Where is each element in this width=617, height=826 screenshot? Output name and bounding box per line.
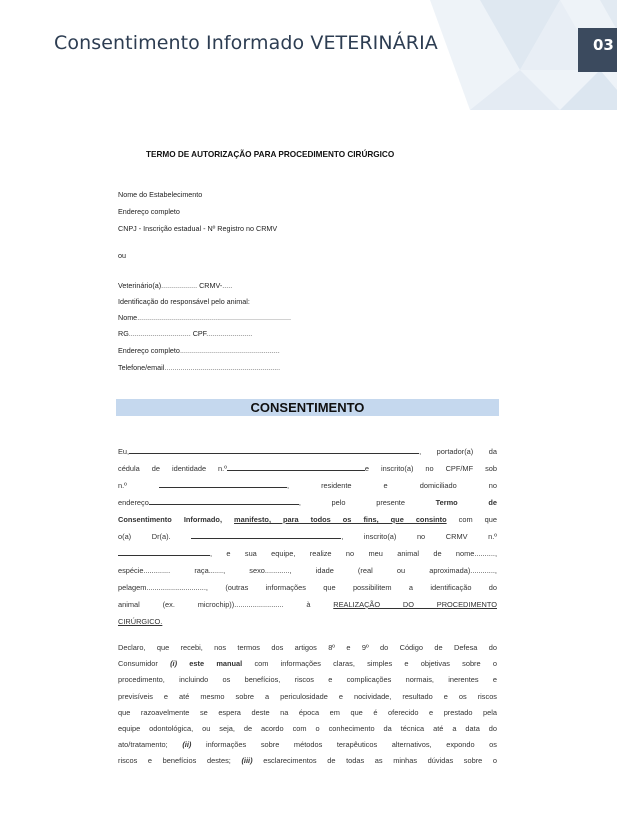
vet-dots: ..................: [161, 281, 198, 290]
rg-dots: ...............................: [128, 329, 191, 338]
consent-paragraph-2: [118, 640, 497, 770]
p2-line-2: Consumidor (i) este manual com informações claras, simples e objetivas sobre o: [118, 659, 497, 669]
name-label: Nome: [118, 313, 138, 322]
establishment-registry: CNPJ - Inscrição estadual - Nº Registro no CRMV: [118, 224, 278, 233]
rg-line: [118, 329, 252, 338]
vet-line: [118, 281, 232, 290]
p2-line-1: Declaro, que recebi, nos termos dos artigos 8º e 9º do Código de Defesa do: [118, 643, 497, 652]
name-dots: .............................................................................: [137, 313, 291, 322]
header-title: Consentimento Informado VETERINÁRIA: [54, 32, 438, 54]
p2-line-3: procedimento, incluindo os benefícios, riscos e complicações normais, inerentes e: [118, 675, 497, 685]
p2-line-6: equipe odontológica, ou seja, de acordo com o conhecimento da técnica até a data do: [118, 724, 497, 734]
cpf-label: CPF: [192, 329, 207, 338]
establishment-name: Nome do Estabelecimento: [118, 190, 203, 199]
p1-line-9: pelagem............................., (outras informações que possibilitem a identificação do: [118, 583, 498, 592]
name-line: [118, 313, 291, 322]
p1-line-11: CIRÚRGICO.: [118, 617, 163, 626]
address-dots: ..................................................: [179, 346, 280, 355]
p1-line-5: Consentimento Informado, manifesto, para todos os fins, que consinto com que: [118, 515, 497, 524]
phone-line: [118, 363, 280, 372]
page-number: 03: [593, 36, 614, 54]
p1-line-6: o(a) Dr(a). , inscrito(a) no CRMV n.º: [118, 532, 497, 541]
p2-line-7: ato/tratamento; (ii) informações sobre métodos terapêuticos alternativos, expondo os: [118, 740, 497, 750]
consent-banner-title: CONSENTIMENTO: [250, 400, 365, 415]
p1-line-8: espécie............. raça......., sexo............, idade (real ou aproximada)............,: [118, 566, 497, 575]
p1-line-10: animal (ex. microchip))........................ à REALIZAÇÃO DO PROCEDIMENTO: [118, 600, 497, 609]
phone-label: Telefone/email: [118, 363, 165, 372]
p1-line-4: endereço , pelo presente Termo de: [118, 498, 497, 507]
address-label: Endereço completo: [118, 346, 180, 355]
vet-label: Veterinário(a): [118, 281, 162, 290]
cpf-dots: .......................: [206, 329, 253, 338]
document-title: TERMO DE AUTORIZAÇÃO PARA PROCEDIMENTO CIRÚRGICO: [146, 150, 395, 159]
crmv-dots: .....: [222, 281, 233, 290]
rg-label: RG: [118, 329, 129, 338]
p1-line-2: cédula de identidade n.º e inscrito(a) no CPF/MF sob: [118, 464, 497, 473]
p2-line-8: riscos e benefícios destes; (iii) esclarecimentos de todas as minhas dúvidas sobre o: [118, 756, 498, 766]
establishment-address: Endereço completo: [118, 207, 180, 216]
address-line: [118, 346, 280, 355]
p2-line-5: que razoavelmente se espera deste na época em que é oferecido e prestado pela: [118, 707, 497, 717]
header-decoration: [0, 0, 617, 110]
p2-line-4: previsíveis e até mesmo sobre a periculosidade e nocividade, resultado e os riscos: [118, 691, 497, 701]
p1-line-7: , e sua equipe, realize no meu animal de nome..........,: [118, 545, 497, 562]
or-separator: ou: [118, 251, 126, 260]
consent-paragraph-1: [118, 443, 497, 630]
consent-banner: [116, 399, 499, 416]
responsible-heading: Identificação do responsável pelo animal:: [118, 297, 250, 306]
p1-line-3: n.º , residente e domiciliado no: [118, 481, 497, 490]
crmv-label: CRMV-: [199, 281, 223, 290]
p1-line-1: Eu, , portador(a) da: [118, 447, 497, 456]
phone-dots: ..........................................................: [164, 363, 281, 372]
